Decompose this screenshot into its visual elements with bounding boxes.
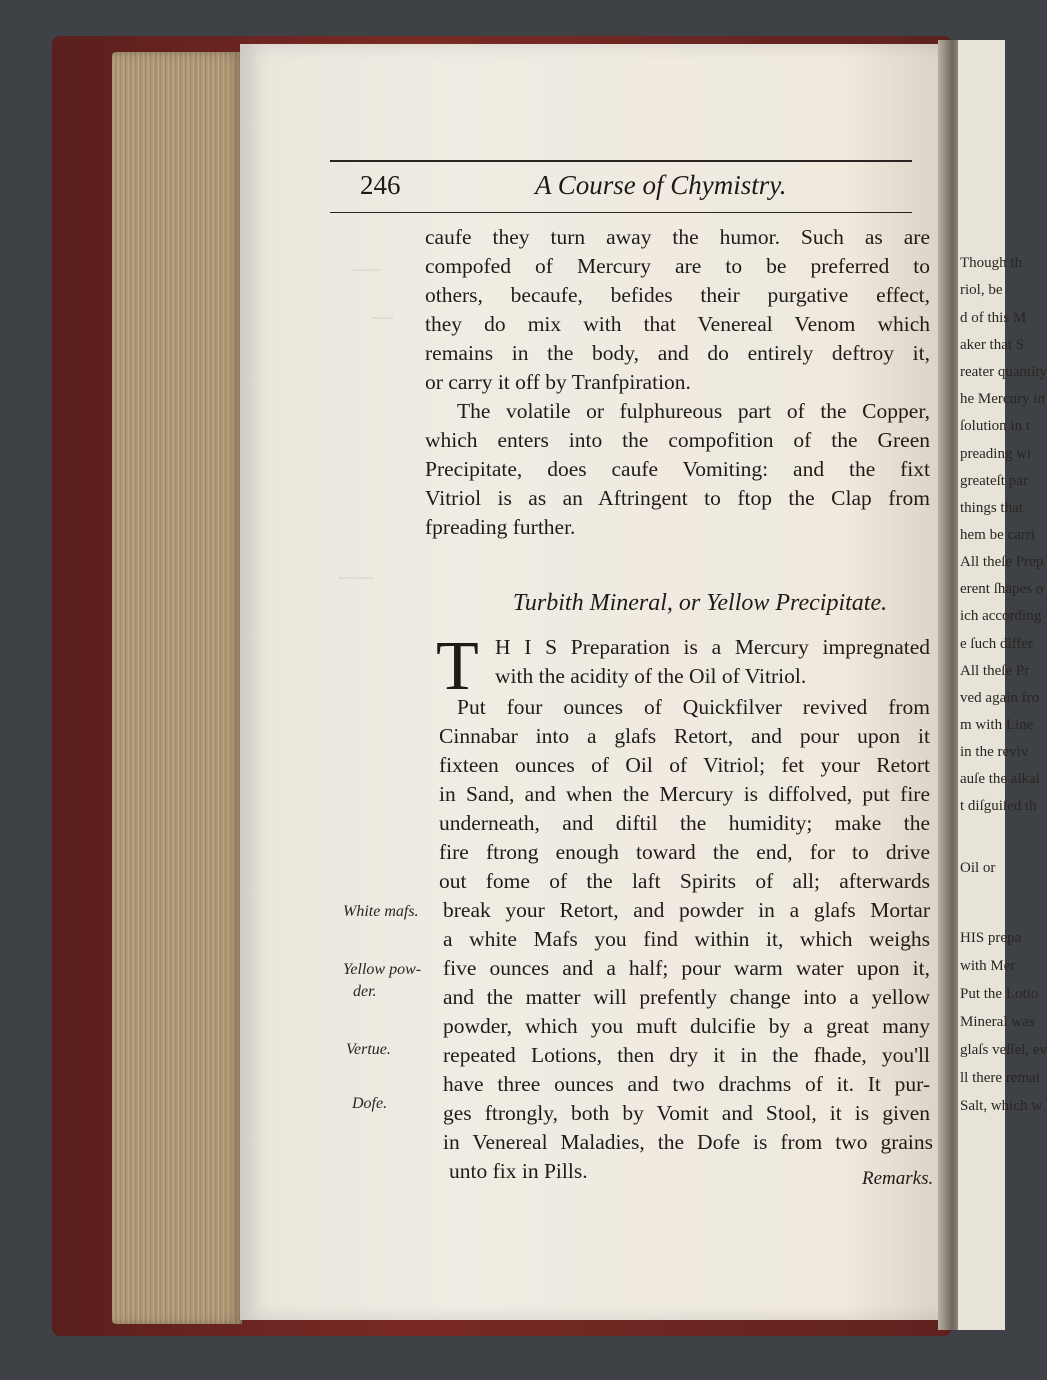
facing-page-line: All theſe Prep: [960, 554, 1044, 570]
text-line: fixteen ounces of Oil of Vitriol; fet your Retort: [439, 753, 930, 777]
facing-page-line: ſolution in t: [960, 418, 1031, 434]
text-line: five ounces and a half; pour warm water upon it,: [443, 956, 930, 980]
text-line: Put four ounces of Quickfilver revived from: [457, 695, 930, 719]
facing-page-fragment: [958, 40, 1047, 1330]
drop-cap: T: [436, 628, 479, 705]
facing-page-line: m with Line: [960, 717, 1034, 733]
text-line: Cinnabar into a glafs Retort, and pour upon it: [439, 724, 930, 748]
header-rule-bottom: [330, 212, 912, 213]
text-line: Precipitate, does caufe Vomiting: and the fixt: [425, 457, 930, 481]
facing-page-line: Mineral was: [960, 1014, 1035, 1030]
facing-page-line: ll there remai: [960, 1070, 1040, 1086]
text-line: others, becaufe, befides their purgative effect,: [425, 283, 930, 307]
text-line: or carry it off by Tranfpiration.: [425, 370, 691, 394]
facing-page-line: Though th: [960, 255, 1023, 271]
facing-page-line: Salt, which w: [960, 1098, 1043, 1114]
facing-page-line: aker that S: [960, 337, 1025, 353]
page-edges: [112, 52, 242, 1324]
text-line: with the acidity of the Oil of Vitriol.: [495, 664, 807, 688]
facing-page-line: All theſe Pr: [960, 663, 1030, 679]
facing-page-line: preading wi: [960, 446, 1032, 462]
text-line: fire ftrong enough toward the end, for to drive: [439, 840, 930, 864]
text-line: which enters into the compofition of the Green: [425, 428, 930, 452]
text-line: have three ounces and two drachms of it. It pur-: [443, 1072, 930, 1096]
text-line: H I S Preparation is a Mercury impregnated: [495, 635, 930, 659]
margin-note-dose: Dofe.: [352, 1095, 388, 1112]
facing-page-line: glaſs veſſel, ev: [960, 1042, 1047, 1058]
margin-note-vertue: Vertue.: [346, 1041, 391, 1058]
text-line: compofed of Mercury are to be preferred to: [425, 254, 930, 278]
text-line: in Sand, and when the Mercury is diffolved, put fire: [439, 782, 930, 806]
facing-page-line: things that: [960, 500, 1023, 516]
page-number: 246: [360, 170, 401, 200]
facing-page-line: HIS prepa: [960, 930, 1022, 946]
facing-page-line: ich according: [960, 608, 1042, 624]
facing-page-line: Put the Lotio: [960, 986, 1039, 1002]
text-line: unto fix in Pills.: [449, 1159, 588, 1183]
text-line: repeated Lotions, then dry it in the fhade, you'll: [443, 1043, 930, 1067]
text-line: they do mix with that Venereal Venom which: [425, 312, 930, 336]
bleed-through-mark: ~~~: [372, 310, 394, 325]
bleed-through-mark: ~~~~~: [338, 570, 374, 585]
text-line: ges ftrongly, both by Vomit and Stool, it is given: [443, 1101, 930, 1125]
facing-page-line: erent ſhapes o: [960, 581, 1044, 597]
text-line: Vitriol is as an Aftringent to ftop the Clap from: [425, 486, 930, 510]
margin-note-white-mass: White mafs.: [343, 903, 419, 920]
text-line: out fome of the laft Spirits of all; afterwards: [439, 869, 930, 893]
facing-page-line: ved again fro: [960, 690, 1040, 706]
text-line: caufe they turn away the humor. Such as are: [425, 225, 930, 249]
text-line: a white Mafs you find within it, which weighs: [443, 927, 930, 951]
facing-page-line: greateſt par: [960, 473, 1028, 489]
facing-page-line: e ſuch differ: [960, 636, 1034, 652]
text-line: fpreading further.: [425, 515, 576, 539]
section-heading: Turbith Mineral, or Yellow Precipitate.: [512, 590, 888, 616]
text-line: break your Retort, and powder in a glafs Mortar: [443, 898, 930, 922]
facing-page-line: auſe the alkal: [960, 771, 1040, 787]
catchword: Remarks.: [862, 1168, 934, 1189]
margin-note-yellow-powder: Yellow pow-: [343, 961, 422, 978]
page-header: [330, 170, 912, 210]
facing-page-line: riol, be: [960, 282, 1003, 298]
facing-page-line: in the reviv: [960, 744, 1029, 760]
running-title: A Course of Chymistry.: [535, 170, 787, 200]
facing-page-line: Oil or: [960, 860, 996, 876]
text-line: powder, which you muft dulcifie by a great many: [443, 1014, 930, 1038]
facing-page-line: t diſguiſed th: [960, 798, 1037, 814]
header-rule-top: [330, 160, 912, 162]
text-line: underneath, and diftil the humidity; make the: [439, 811, 930, 835]
facing-page-line: d of this M: [960, 310, 1027, 326]
margin-note-yellow-powder-cont: der.: [353, 983, 377, 1000]
bleed-through-mark: ~~~~: [352, 262, 381, 277]
facing-page-line: with Mer: [960, 958, 1016, 974]
text-line: remains in the body, and do entirely deftroy it,: [425, 341, 930, 365]
facing-page-line: reater quantity: [960, 364, 1047, 380]
text-line: in Venereal Maladies, the Dofe is from two grains: [443, 1130, 933, 1154]
text-line: The volatile or fulphureous part of the Copper,: [457, 399, 930, 423]
facing-page-line: he Mercury in: [960, 391, 1045, 407]
facing-page-line: hem be carri: [960, 527, 1035, 543]
text-line: and the matter will prefently change into a yellow: [443, 985, 930, 1009]
